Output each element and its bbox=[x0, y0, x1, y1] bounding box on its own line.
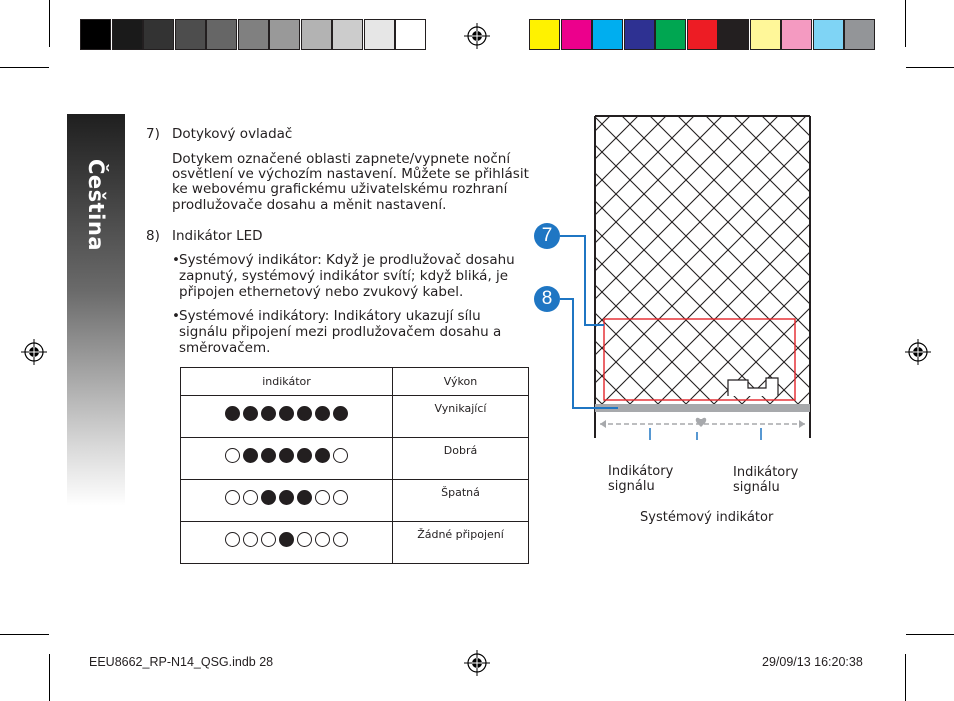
signal-indicators-label-left: Indikátory bbox=[608, 464, 674, 479]
language-tab-label: Čeština bbox=[84, 158, 108, 252]
crop-mark bbox=[0, 634, 49, 635]
table-row bbox=[181, 396, 529, 438]
led-pattern bbox=[181, 438, 392, 473]
bullet-1-lead: Systémový indikátor: Když je prodlužovač dosahu bbox=[179, 252, 515, 268]
section-7-body-line: ke webovému grafickému uživatelskému rozhraní bbox=[172, 181, 508, 197]
signal-indicators-label-right: Indikátory bbox=[733, 465, 799, 480]
system-indicator-label: Systémový indikátor bbox=[640, 510, 774, 525]
led-pattern-cell bbox=[181, 522, 393, 564]
led-off-icon bbox=[315, 490, 330, 505]
registration-mark-icon bbox=[464, 650, 490, 676]
crop-mark bbox=[0, 67, 49, 68]
led-on-icon bbox=[279, 490, 294, 505]
registration-mark-icon bbox=[21, 339, 47, 365]
table-row bbox=[181, 438, 529, 480]
led-on-icon bbox=[333, 406, 348, 421]
crop-mark bbox=[905, 0, 906, 47]
color-swatch bbox=[529, 19, 560, 50]
color-swatch bbox=[844, 19, 875, 50]
led-off-icon bbox=[297, 532, 312, 547]
led-on-icon bbox=[297, 490, 312, 505]
led-pattern bbox=[181, 480, 392, 515]
color-swatch bbox=[561, 19, 592, 50]
led-off-icon bbox=[333, 448, 348, 463]
table-header-row bbox=[181, 368, 529, 396]
callout-badge-8: 8 bbox=[534, 286, 560, 312]
led-on-icon bbox=[279, 448, 294, 463]
color-swatch bbox=[781, 19, 812, 50]
color-swatch bbox=[592, 19, 623, 50]
signal-indicators-label-left: signálu bbox=[608, 479, 655, 494]
bullet-2-line: směrovačem. bbox=[179, 340, 271, 356]
section-7-body-line: osvětlení ve výchozím nastavení. Můžete se přihlásit bbox=[172, 166, 529, 182]
color-swatch bbox=[112, 19, 143, 50]
color-swatch bbox=[301, 19, 332, 50]
footer-datetime: 29/09/13 16:20:38 bbox=[762, 655, 863, 669]
led-on-icon bbox=[297, 448, 312, 463]
led-off-icon bbox=[225, 532, 240, 547]
bullet-2-line: signálu připojení mezi prodlužovačem dosahu a bbox=[179, 324, 502, 340]
bullet-2-lead: Systémové indikátory: Indikátory ukazují sílu bbox=[179, 308, 481, 324]
color-swatch bbox=[750, 19, 781, 50]
registration-mark-icon bbox=[464, 23, 490, 49]
color-swatch bbox=[332, 19, 363, 50]
led-indicator-table bbox=[180, 367, 529, 564]
crop-mark bbox=[49, 0, 50, 47]
led-pattern-cell bbox=[181, 438, 393, 480]
crop-mark bbox=[906, 634, 954, 635]
performance-cell: Špatná bbox=[393, 480, 529, 522]
section-7-body-line: prodlužovače dosahu a měnit nastavení. bbox=[172, 197, 447, 213]
section-8-number: 8) bbox=[146, 228, 160, 244]
led-on-icon bbox=[243, 406, 258, 421]
color-swatch bbox=[238, 19, 269, 50]
led-off-icon bbox=[225, 448, 240, 463]
led-on-icon bbox=[279, 406, 294, 421]
led-off-icon bbox=[261, 532, 276, 547]
color-swatch bbox=[655, 19, 686, 50]
color-swatch bbox=[718, 19, 749, 50]
section-7-title: Dotykový ovladač bbox=[172, 126, 293, 142]
led-on-icon bbox=[243, 448, 258, 463]
color-swatch bbox=[143, 19, 174, 50]
color-swatch bbox=[80, 19, 111, 50]
color-swatch bbox=[269, 19, 300, 50]
color-swatch bbox=[395, 19, 426, 50]
section-7-number: 7) bbox=[146, 126, 160, 142]
section-7-body-line: Dotykem označené oblasti zapnete/vypnete noční bbox=[172, 151, 511, 167]
section-8-title: Indikátor LED bbox=[172, 228, 263, 244]
led-pattern-cell bbox=[181, 396, 393, 438]
led-on-icon bbox=[297, 406, 312, 421]
led-on-icon bbox=[225, 406, 240, 421]
crop-mark bbox=[905, 654, 906, 701]
led-on-icon bbox=[261, 406, 276, 421]
column-header: indikátor bbox=[181, 368, 393, 396]
performance-cell: Vynikající bbox=[393, 396, 529, 438]
device-diagram bbox=[560, 110, 820, 440]
led-off-icon bbox=[315, 532, 330, 547]
led-on-icon bbox=[261, 448, 276, 463]
performance-cell: Dobrá bbox=[393, 438, 529, 480]
led-pattern bbox=[181, 522, 392, 557]
color-swatch bbox=[364, 19, 395, 50]
callout-badge-7: 7 bbox=[534, 223, 560, 249]
led-pattern-cell bbox=[181, 480, 393, 522]
led-on-icon bbox=[315, 448, 330, 463]
bullet-1-line: zapnutý, systémový indikátor svítí; když bliká, je bbox=[179, 268, 509, 284]
led-off-icon bbox=[333, 532, 348, 547]
footer-file-name: EEU8662_RP-N14_QSG.indb 28 bbox=[89, 655, 274, 669]
signal-indicators-label-right: signálu bbox=[733, 480, 780, 495]
crop-mark bbox=[49, 654, 50, 701]
led-off-icon bbox=[243, 490, 258, 505]
bullet-mark: • bbox=[172, 252, 180, 268]
led-off-icon bbox=[225, 490, 240, 505]
led-off-icon bbox=[333, 490, 348, 505]
bullet-mark: • bbox=[172, 308, 180, 324]
color-swatch bbox=[813, 19, 844, 50]
color-swatch bbox=[624, 19, 655, 50]
column-header: Výkon bbox=[393, 368, 529, 396]
led-on-icon bbox=[315, 406, 330, 421]
bullet-1-line: připojen ethernetový nebo zvukový kabel. bbox=[179, 284, 464, 300]
table-row bbox=[181, 480, 529, 522]
led-on-icon bbox=[261, 490, 276, 505]
led-on-icon bbox=[279, 532, 294, 547]
led-pattern bbox=[181, 396, 392, 431]
crop-mark bbox=[906, 67, 954, 68]
registration-mark-icon bbox=[905, 339, 931, 365]
color-swatch bbox=[206, 19, 237, 50]
performance-cell: Žádné připojení bbox=[393, 522, 529, 564]
color-swatch bbox=[175, 19, 206, 50]
table-row bbox=[181, 522, 529, 564]
led-off-icon bbox=[243, 532, 258, 547]
color-swatch bbox=[687, 19, 718, 50]
